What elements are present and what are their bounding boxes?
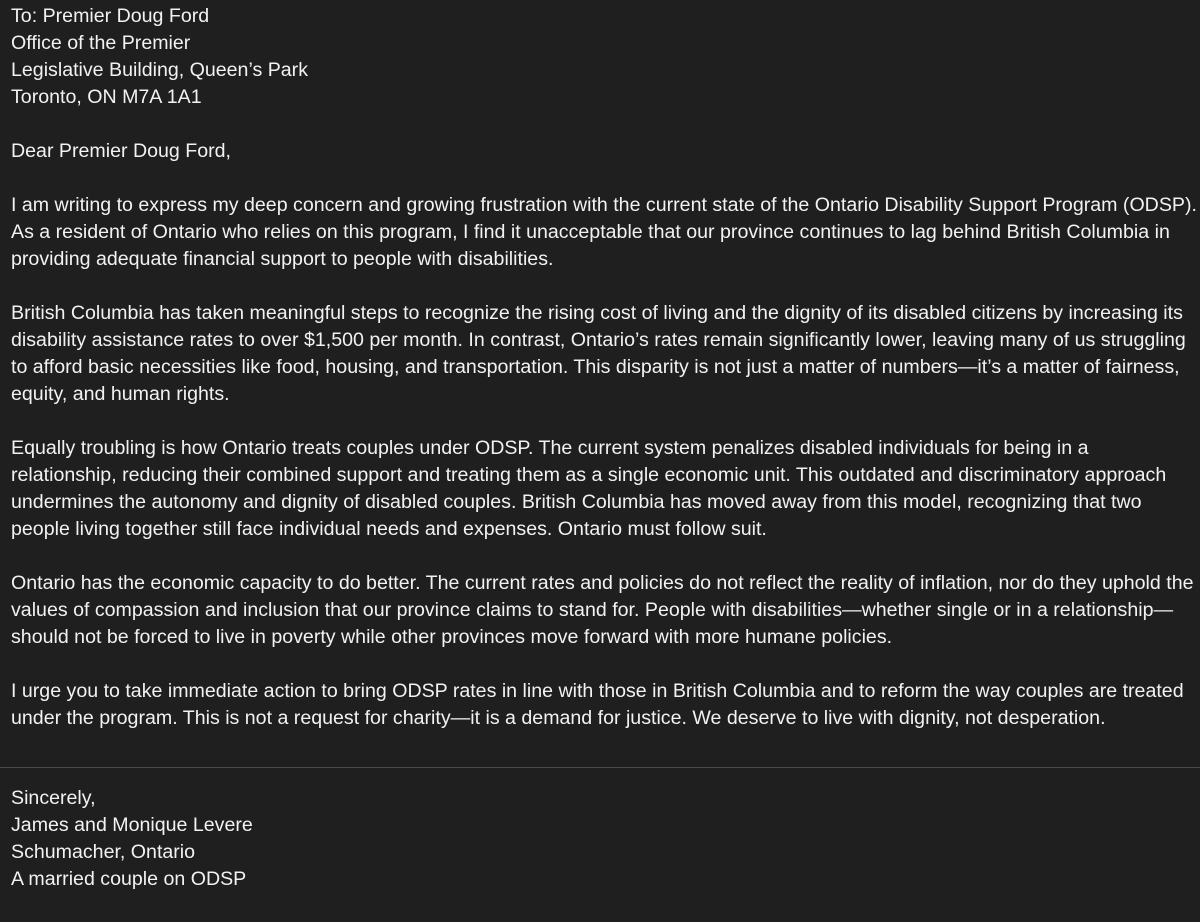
recipient-line: To: Premier Doug Ford bbox=[11, 5, 210, 27]
paragraph-concern: I am writing to express my deep concern and growing frustration with the current state of the Ontario Disability Support Program (ODSP). As a resident of Ontario who relies on this program, I find it unacceptable that our province continues to lag behind British Columbia in providing adequate financial support to people with disabilities. bbox=[11, 194, 1197, 270]
recipient-address bbox=[11, 3, 1197, 111]
letter-body bbox=[11, 3, 1197, 759]
signature-block bbox=[11, 785, 1197, 893]
section-divider bbox=[0, 767, 1200, 768]
office-line: Office of the Premier bbox=[11, 32, 191, 54]
signer-location: Schumacher, Ontario bbox=[11, 841, 196, 863]
building-line: Legislative Building, Queen’s Park bbox=[11, 59, 308, 81]
city-line: Toronto, ON M7A 1A1 bbox=[11, 86, 202, 108]
paragraph-capacity: Ontario has the economic capacity to do better. The current rates and policies do not reflect the reality of inflation, nor do they uphold the values of compassion and inclusion that our province claims to stand for. People with disabilities—whether single or in a relationship—should not be forced to live in poverty while other provinces move forward with more humane policies. bbox=[11, 572, 1194, 648]
closing: Sincerely, bbox=[11, 787, 96, 809]
paragraph-rates: British Columbia has taken meaningful steps to recognize the rising cost of living and the dignity of its disabled citizens by increasing its disability assistance rates to over $1,500 per month. In contrast, Ontario’s rates remain significantly lower, leaving many of us struggling to afford basic necessities like food, housing, and transportation. This disparity is not just a matter of numbers—it’s a matter of fairness, equity, and human rights. bbox=[11, 302, 1186, 405]
salutation: Dear Premier Doug Ford, bbox=[11, 140, 231, 162]
signer-names: James and Monique Levere bbox=[11, 814, 253, 836]
signer-description: A married couple on ODSP bbox=[11, 868, 247, 890]
paragraph-request: I urge you to take immediate action to bring ODSP rates in line with those in British Columbia and to reform the way couples are treated under the program. This is not a request for charity—it is a demand for justice. We deserve to live with dignity, not desperation. bbox=[11, 680, 1184, 729]
paragraph-couples: Equally troubling is how Ontario treats couples under ODSP. The current system penalizes disabled individuals for being in a relationship, reducing their combined support and treating them as a single economic unit. This outdated and discriminatory approach undermines the autonomy and dignity of disabled couples. British Columbia has moved away from this model, recognizing that two people living together still face individual needs and expenses. Ontario must follow suit. bbox=[11, 437, 1167, 540]
